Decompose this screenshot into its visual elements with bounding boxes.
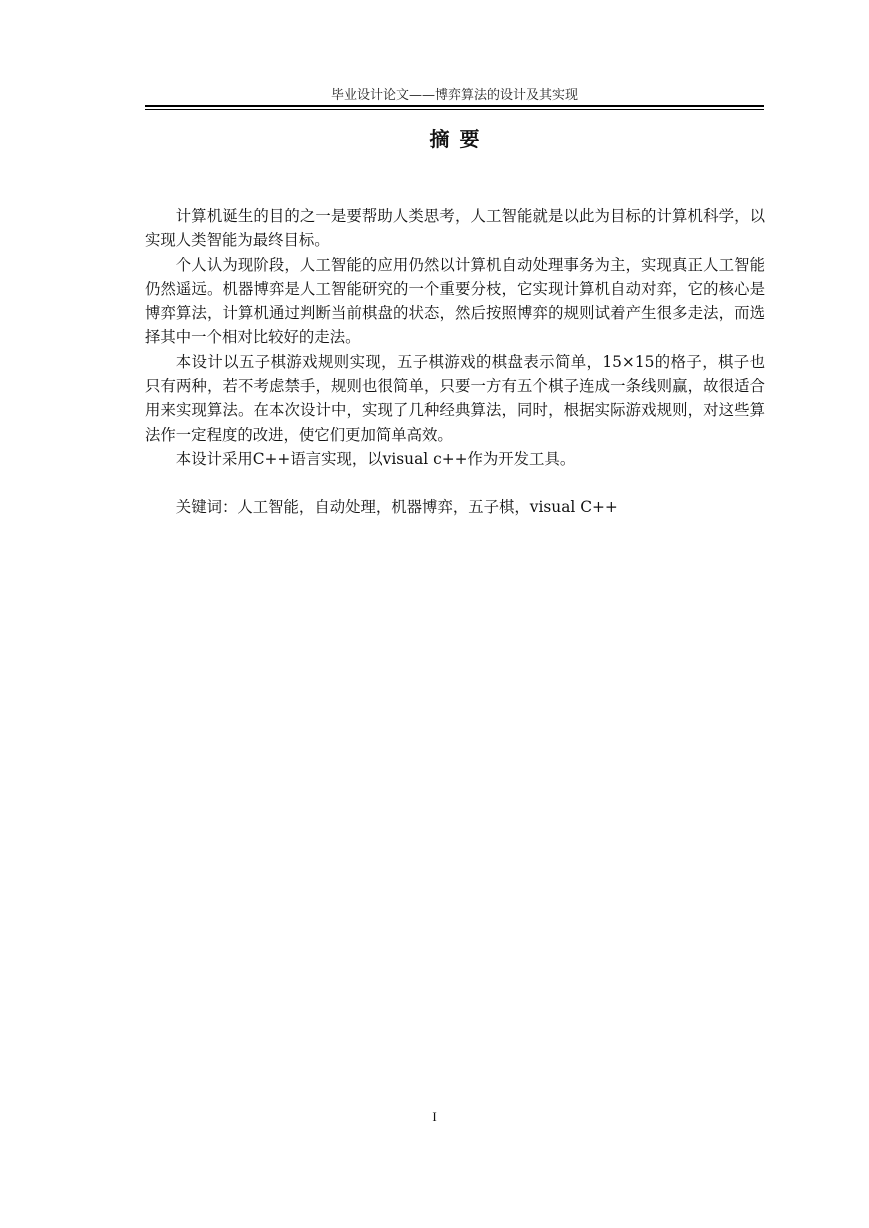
running-header: 毕业设计论文——博弈算法的设计及其实现 — [330, 88, 578, 103]
header-rule-thin — [145, 109, 764, 110]
page-number: I — [432, 1109, 437, 1124]
keywords-line: 关键词：人工智能，自动处理，机器博弈，五子棋，visual C++ — [175, 498, 618, 517]
abstract-title: 摘要 — [429, 127, 490, 151]
abstract-paragraph-2: 个人认为现阶段，人工智能的应用仍然以计算机自动处理事务为主，实现真正人工智能仍然遥远。机器博弈是人工智能研究的一个重要分枝，它实现计算机自动对弈，它的核心是博弈算法，计算机通过判断当前棋盘的状态，然后按照博弈的规则试着产生很多走法，而选择其中一个相对比较好的走法。 — [145, 255, 765, 347]
abstract-paragraph-1: 计算机诞生的目的之一是要帮助人类思考，人工智能就是以此为目标的计算机科学，以实现人类智能为最终目标。 — [145, 207, 765, 250]
abstract-body — [145, 204, 765, 520]
header-rule-thick — [145, 105, 764, 107]
abstract-paragraph-3: 本设计以五子棋游戏规则实现，五子棋游戏的棋盘表示简单，15×15的格子，棋子也只有两种，若不考虑禁手，规则也很简单，只要一方有五个棋子连成一条线则赢，故很适合用来实现算法。在本次设计中，实现了几种经典算法，同时，根据实际游戏规则，对这些算法作一定程度的改进，使它们更加简单高效。 — [145, 352, 765, 444]
abstract-paragraph-4: 本设计采用C++语言实现，以visual c++作为开发工具。 — [175, 449, 576, 468]
